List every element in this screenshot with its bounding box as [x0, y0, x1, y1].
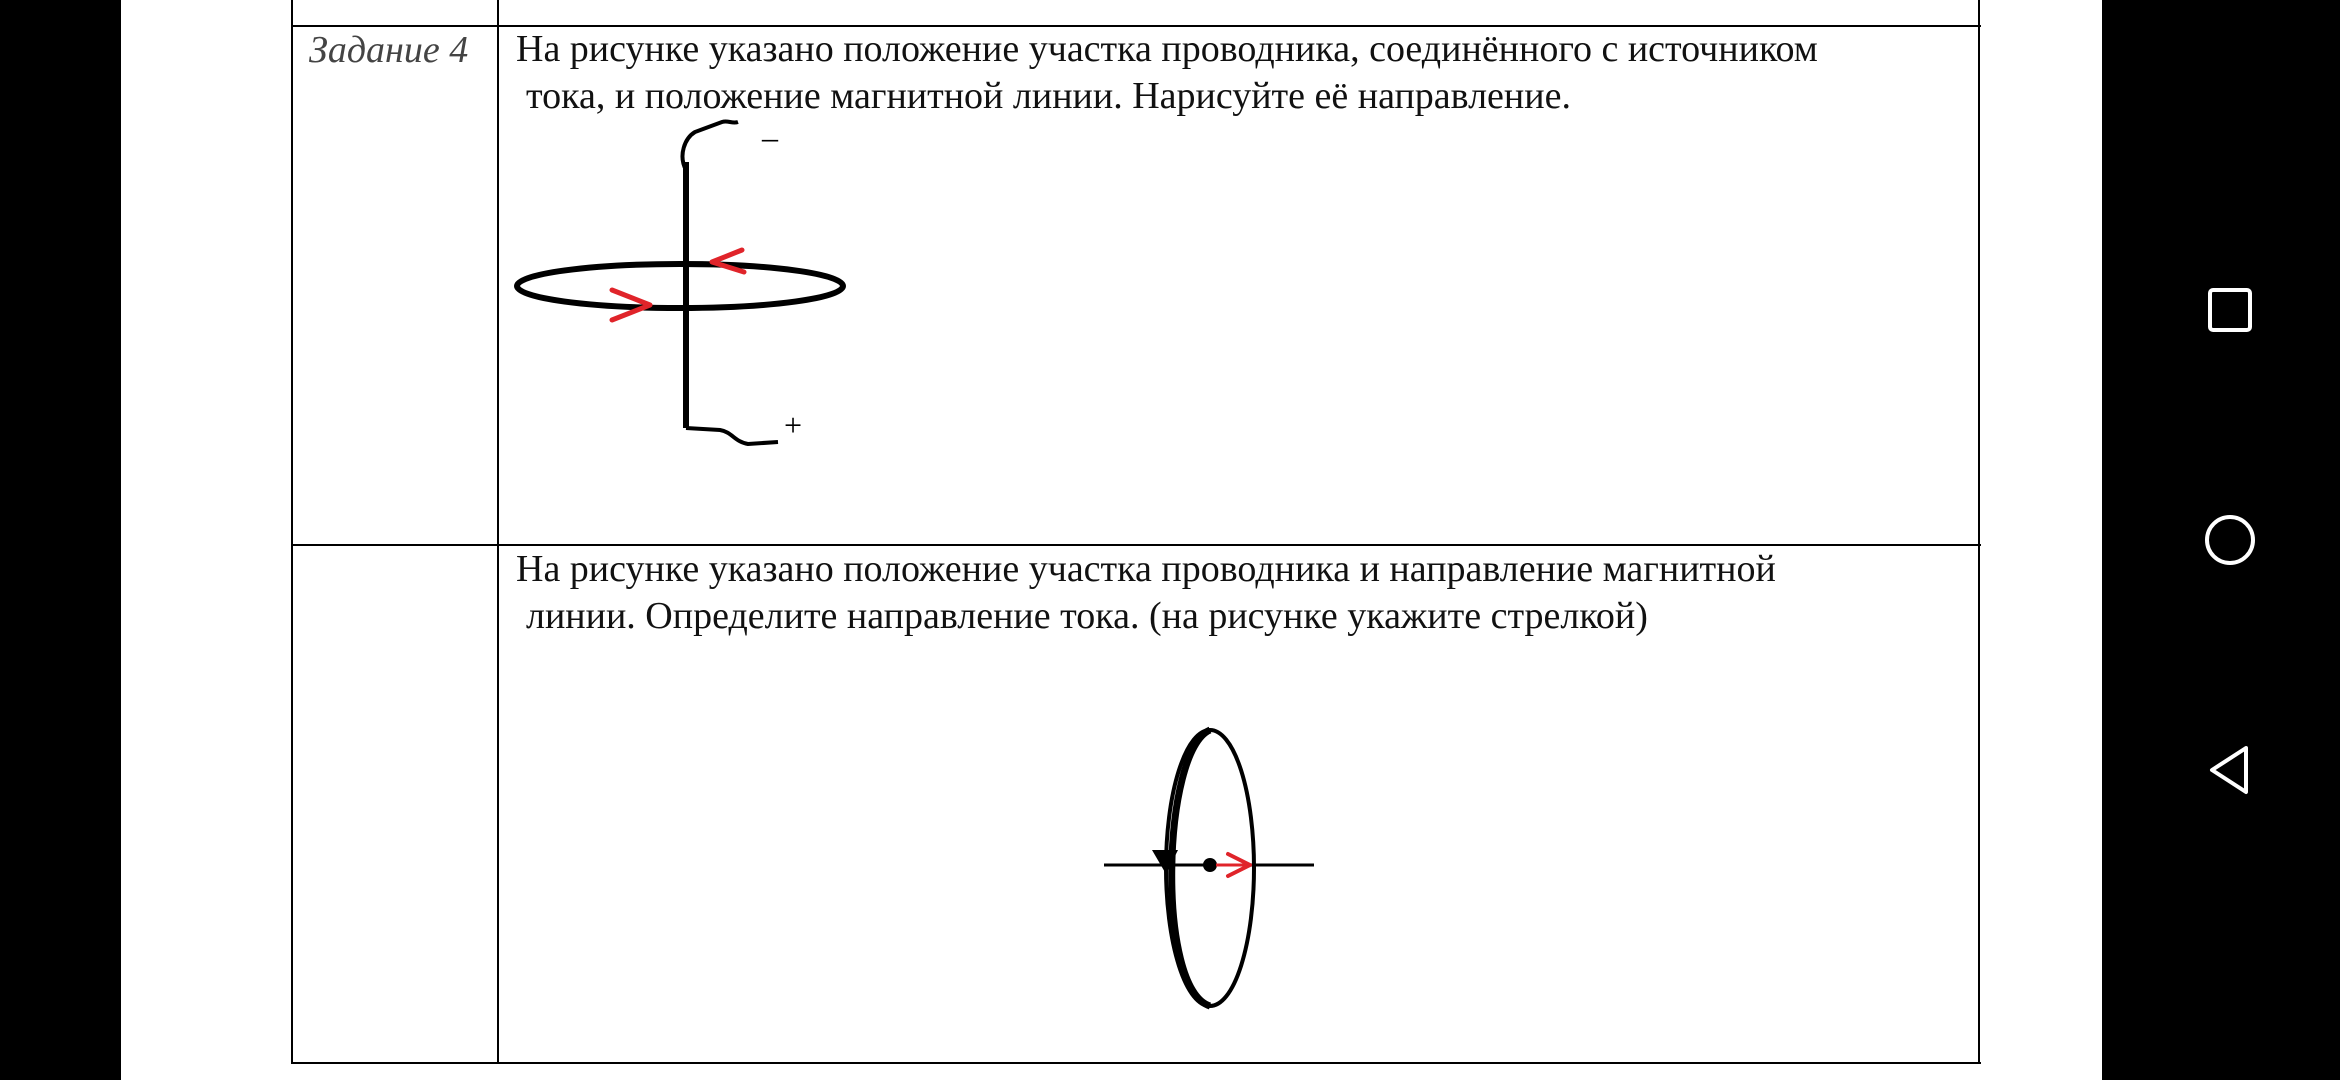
- task-number-label: Задание 4: [309, 29, 469, 71]
- circle-icon: [2202, 512, 2258, 568]
- home-button[interactable]: [2180, 490, 2280, 590]
- back-button[interactable]: [2180, 720, 2280, 820]
- minus-sign: –: [762, 119, 778, 155]
- triangle-back-icon: [2204, 742, 2256, 798]
- square-icon: [2206, 286, 2254, 334]
- left-black-margin: [0, 0, 121, 1080]
- table-left-border: [291, 0, 293, 1064]
- task-2-text: [516, 546, 1776, 640]
- task-1-text: [516, 26, 1818, 120]
- conductor-figure-1[interactable]: [500, 110, 880, 460]
- table-right-border: [1978, 0, 1980, 1064]
- wire-top-lead: [683, 121, 738, 170]
- plus-sign: +: [784, 407, 803, 443]
- recent-apps-button[interactable]: [2180, 260, 2280, 360]
- table-column-divider: [497, 0, 499, 1064]
- task-2-line-1: На рисунке указано положение участка проводника и направление магнитной: [516, 548, 1776, 590]
- magnetic-field-line: [517, 264, 843, 308]
- conductor-figure-2[interactable]: [1090, 710, 1340, 1030]
- task-1-line-2: тока, и положение магнитной линии. Нарисуйте её направление.: [526, 75, 1571, 117]
- red-arrow-left-icon: [712, 250, 744, 272]
- table-bottom-border: [292, 1062, 1981, 1064]
- conductor-center-dot: [1203, 858, 1217, 872]
- wire-bottom-lead: [686, 428, 778, 444]
- task-2-line-2: линии. Определите направление тока. (на рисунке укажите стрелкой): [526, 595, 1648, 637]
- task-1-line-1: На рисунке указано положение участка проводника, соединённого с источником: [516, 28, 1818, 70]
